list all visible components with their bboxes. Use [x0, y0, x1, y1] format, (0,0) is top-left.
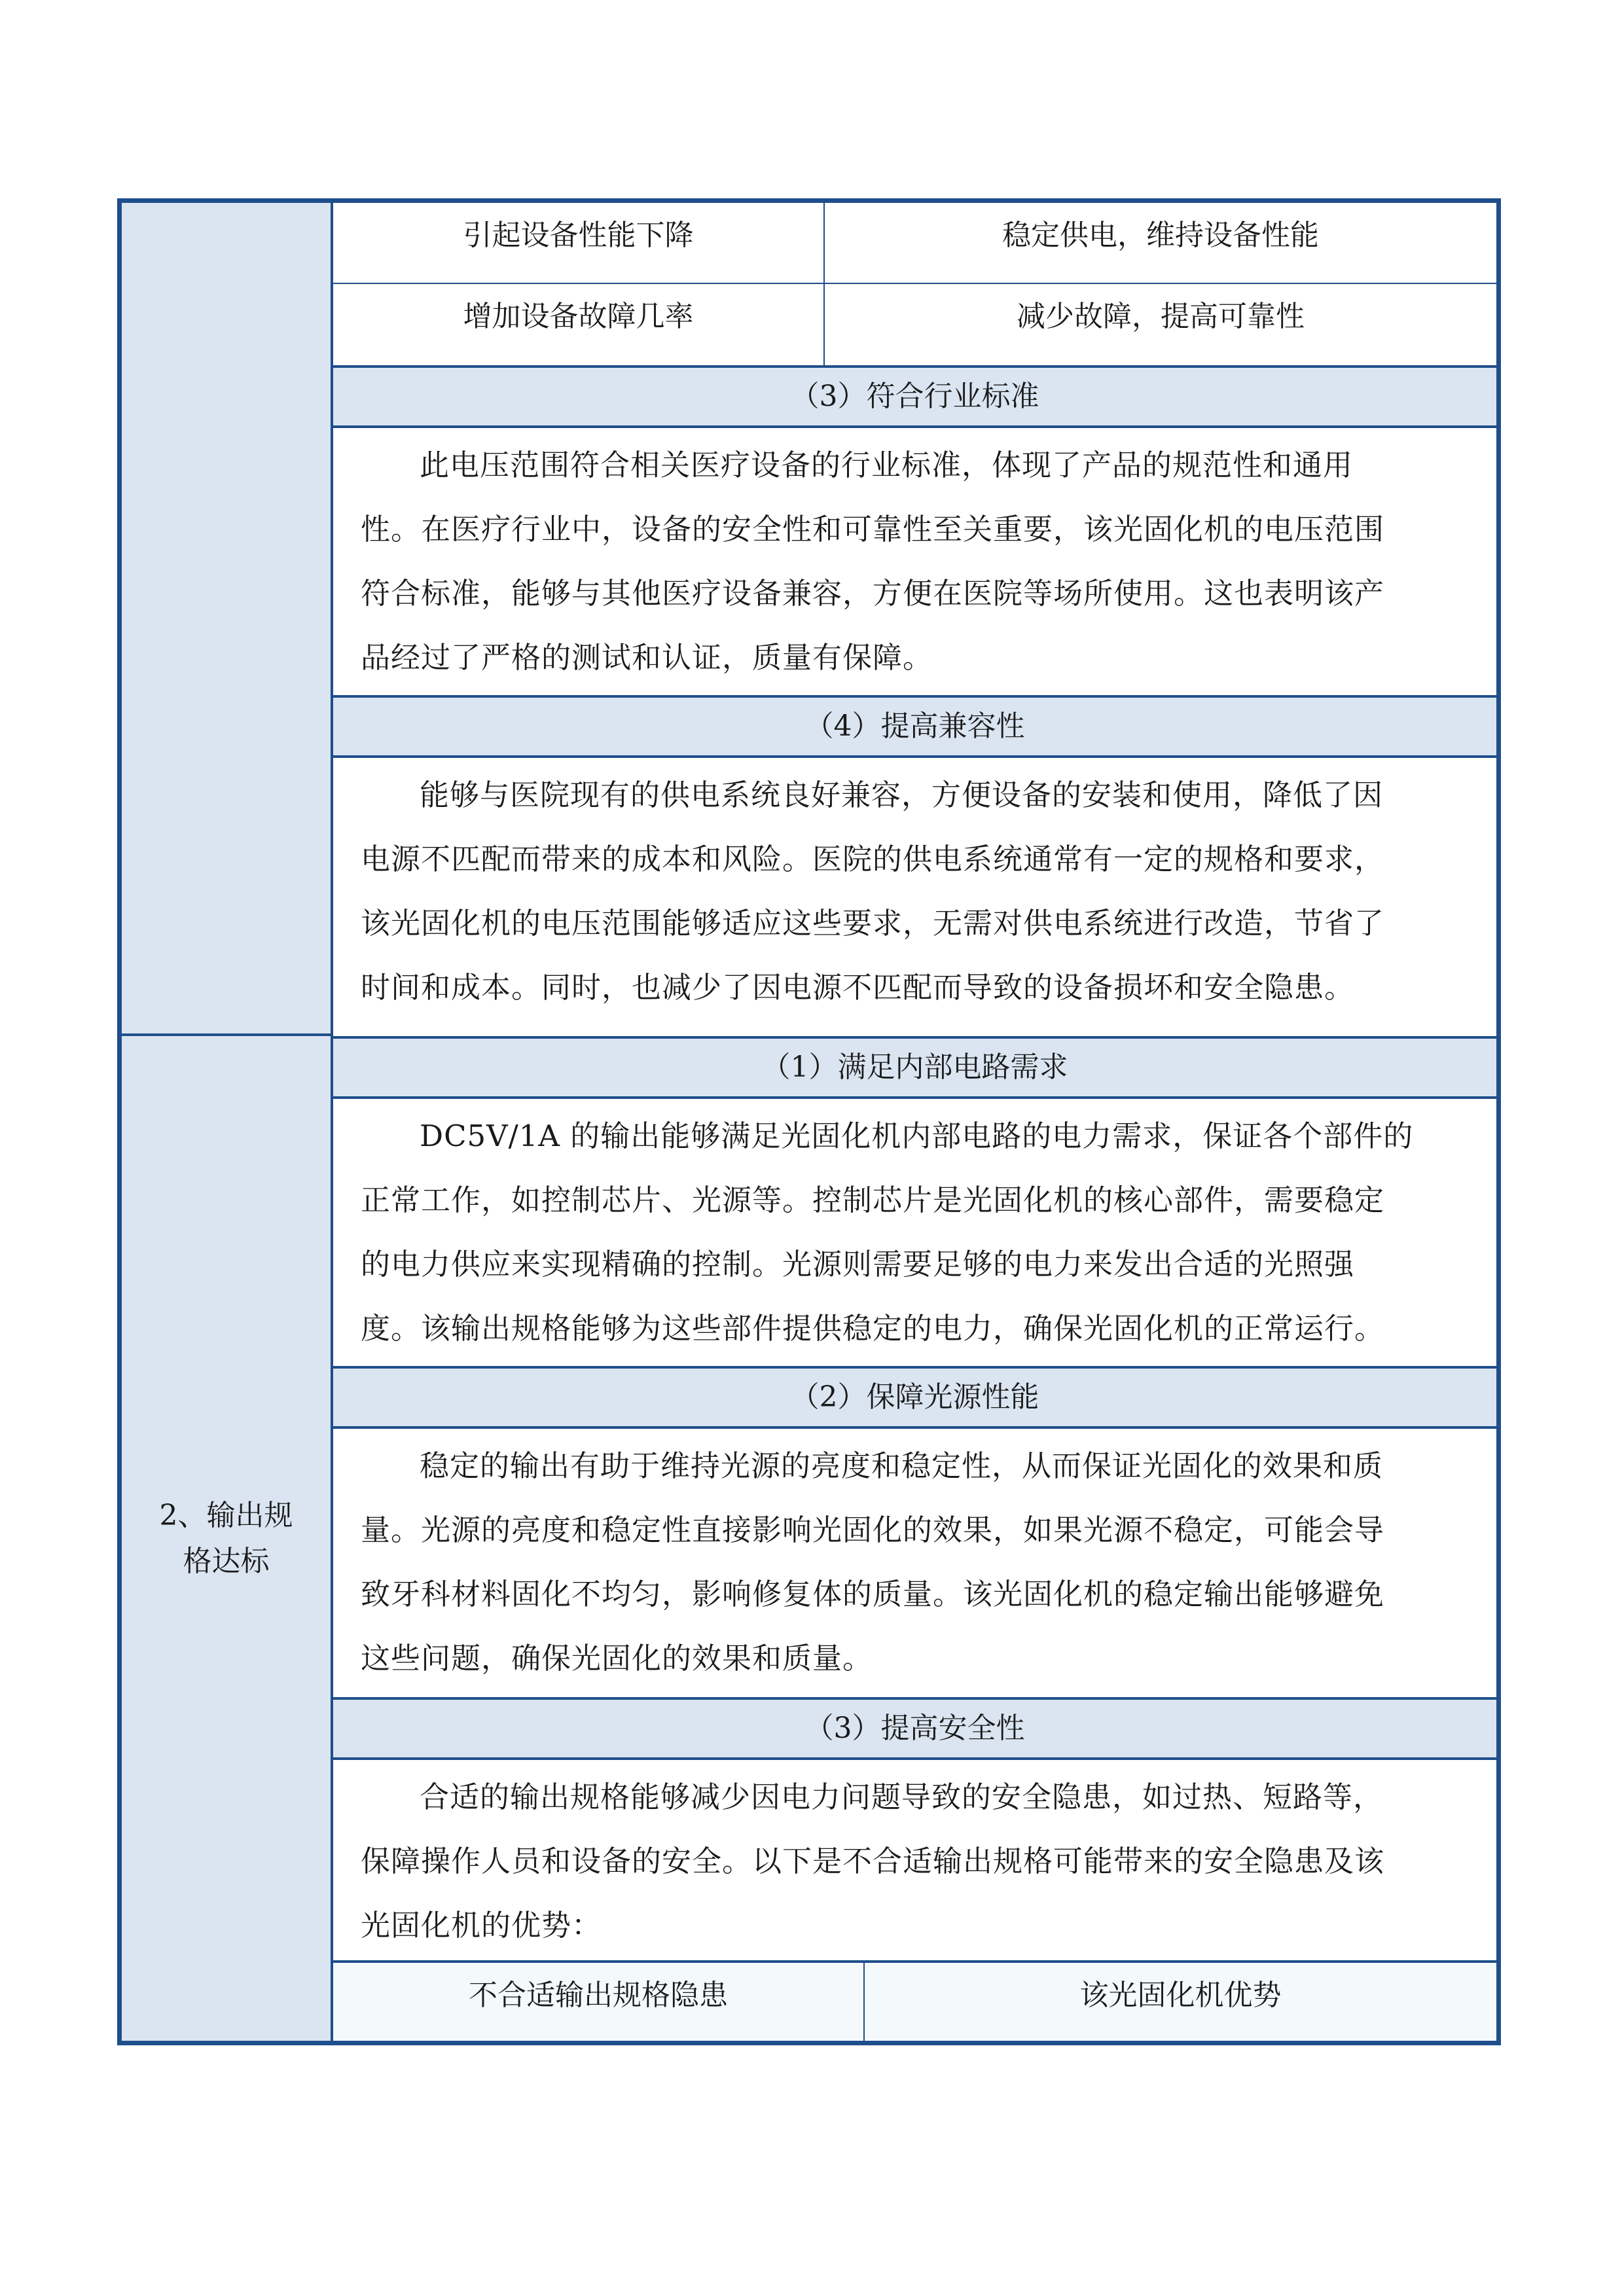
- section2-label: 2、输出规 格达标: [159, 1498, 293, 1578]
- section-heading: （3）提高安全性: [333, 1697, 1496, 1760]
- content-table: [117, 198, 1501, 2045]
- section-heading: （1）满足内部电路需求: [333, 1036, 1496, 1099]
- table-row-cell: 稳定供电，维持设备性能: [825, 203, 1496, 284]
- section1-label-cell: [122, 203, 333, 1036]
- section2-label-cell: [122, 1036, 333, 2041]
- table-header-cell: 不合适输出规格隐患: [333, 1960, 865, 2041]
- table-row-cell: 增加设备故障几率: [333, 284, 825, 365]
- section-heading: （3）符合行业标准: [333, 365, 1496, 428]
- paragraph: 能够与医院现有的供电系统良好兼容，方便设备的安装和使用，降低了因 电源不匹配而带来的成本和风险。医院的供电系统通常有一定的规格和要求， 该光固化机的电压范围能够适应这些要求，无需对供电系统进行改造，节省了 时间和成本。同时，也减少了因电源不匹配而导致的设备损坏和安全隐患。: [361, 778, 1385, 1005]
- table-row-cell: 引起设备性能下降: [333, 203, 825, 284]
- table-header-cell: 该光固化机优势: [865, 1960, 1496, 2041]
- section-heading: （4）提高兼容性: [333, 695, 1496, 758]
- paragraph: DC5V/1A 的输出能够满足光固化机内部电路的电力需求，保证各个部件的 正常工作，如控制芯片、光源等。控制芯片是光固化机的核心部件，需要稳定 的电力供应来实现精确的控制。光源则需要足够的电力来发出合适的光照强 度。该输出规格能够为这些部件提供稳定的电力，确保光固化机的正常运行。: [361, 1119, 1414, 1346]
- paragraph: 此电压范围符合相关医疗设备的行业标准，体现了产品的规范性和通用 性。在医疗行业中，设备的安全性和可靠性至关重要，该光固化机的电压范围 符合标准，能够与其他医疗设备兼容，方便在医院等场所使用。这也表明该产 品经过了严格的测试和认证，质量有保障。: [361, 448, 1385, 675]
- table-row-cell: 减少故障，提高可靠性: [1017, 300, 1305, 333]
- section-heading: （2）保障光源性能: [333, 1366, 1496, 1429]
- paragraph: 合适的输出规格能够减少因电力问题导致的安全隐患，如过热、短路等， 保障操作人员和设备的安全。以下是不合适输出规格可能带来的安全隐患及该 光固化机的优势：: [361, 1780, 1385, 1943]
- paragraph: 稳定的输出有助于维持光源的亮度和稳定性，从而保证光固化的效果和质 量。光源的亮度和稳定性直接影响光固化的效果，如果光源不稳定，可能会导 致牙科材料固化不均匀，影响修复体的质量。该光固化机的稳定输出能够避免 这些问题，确保光固化的效果和质量。: [361, 1448, 1385, 1676]
